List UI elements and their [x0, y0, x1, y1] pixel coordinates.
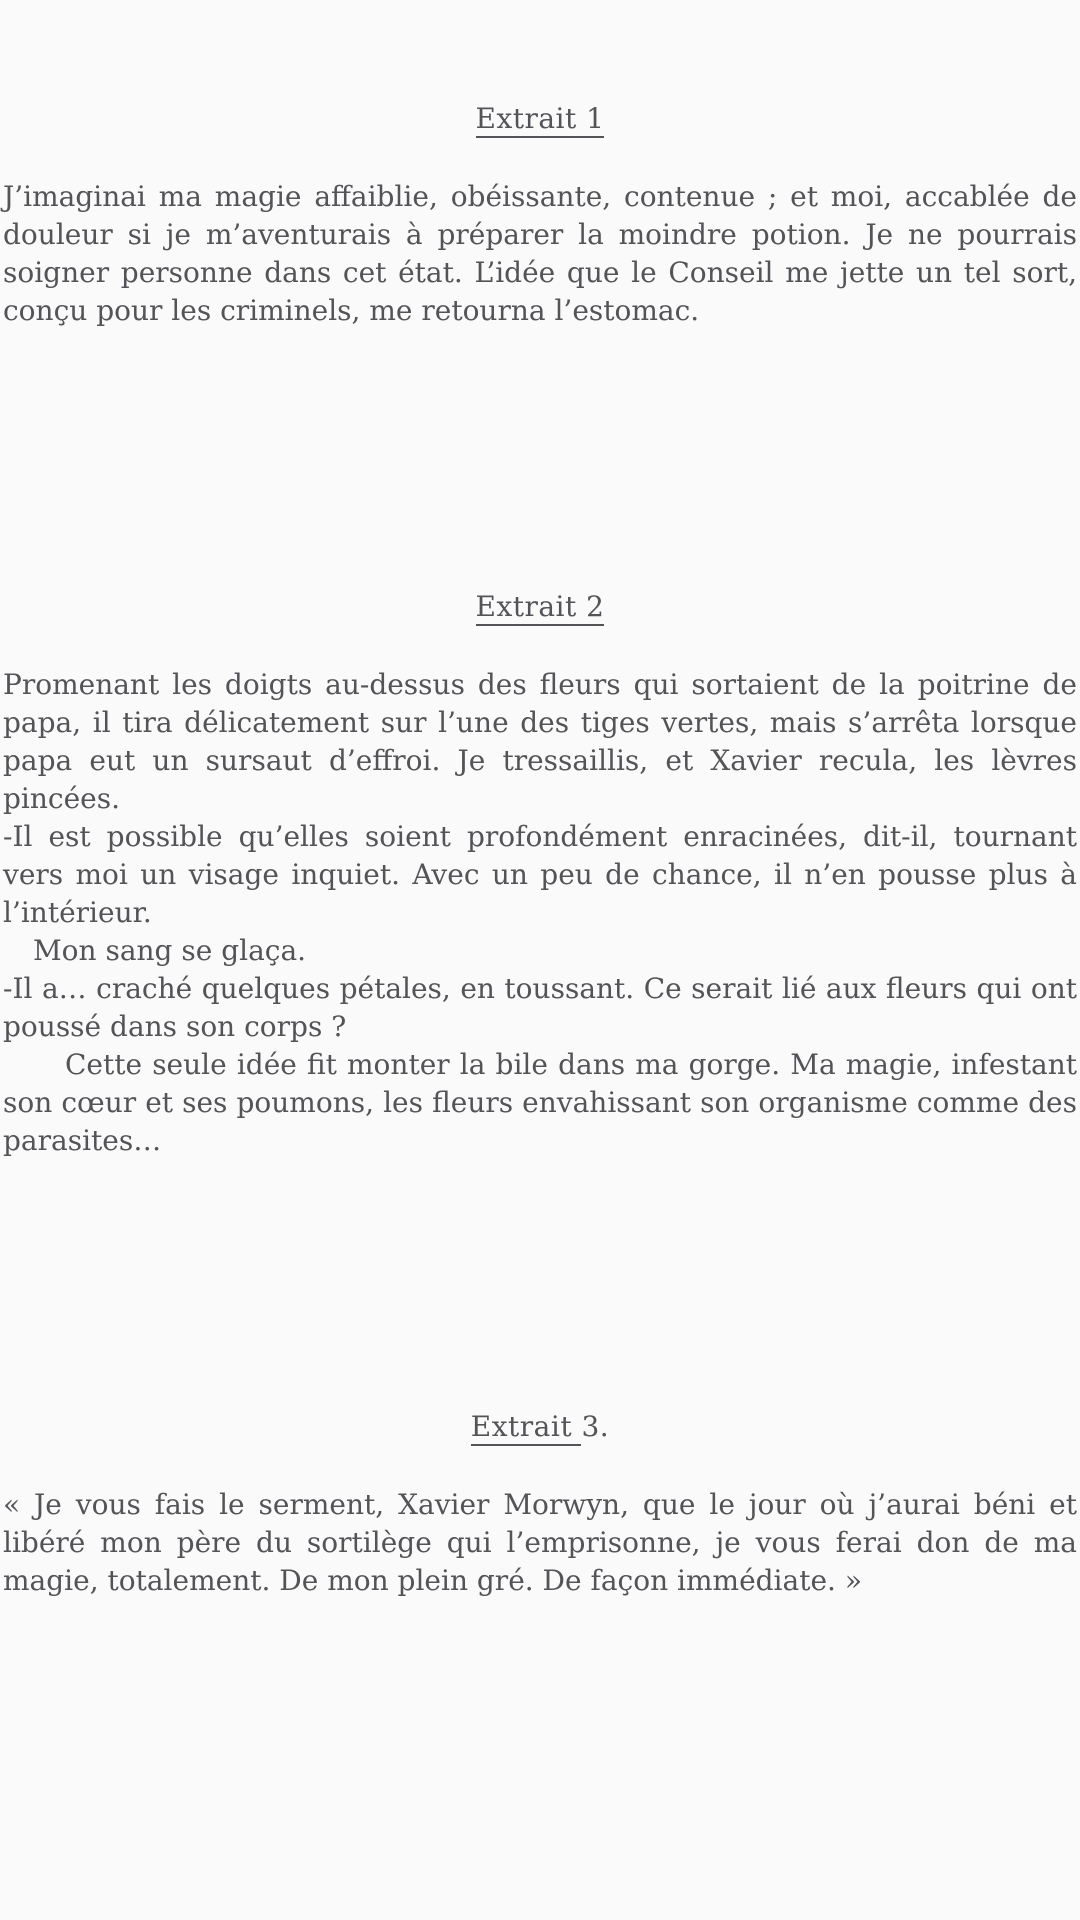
section-title	[3, 1408, 1077, 1446]
section-extrait-1	[3, 100, 1077, 330]
section-title-underlined-text: Extrait 1	[476, 102, 605, 138]
section-extrait-3	[3, 1408, 1077, 1600]
section-title-plain-text: 3.	[581, 1410, 610, 1443]
excerpt-paragraph-quote: « Je vous fais le serment, Xavier Morwyn, que le jour où j’aurai béni et libéré mon père du sortilège qui l’emprisonne, je vous ferai don de ma magie, totalement. De mon plein gré. De façon immédiate. »	[3, 1488, 1077, 1597]
section-extrait-2	[3, 588, 1077, 1160]
excerpt-paragraph-dialogue: -Il est possible qu’elles soient profondément enracinées, dit-il, tournant vers moi un visage inquiet. Avec un peu de chance, il n’en pousse plus à l’intérieur.	[3, 820, 1077, 929]
section-title-underlined-text: Extrait 2	[476, 590, 605, 626]
excerpt-paragraph: Cette seule idée fit monter la bile dans ma gorge. Ma magie, infestant son cœur et ses poumons, les fleurs envahissant son organisme comme des parasites…	[3, 1048, 1077, 1157]
excerpt-paragraph: Promenant les doigts au-dessus des fleurs qui sortaient de la poitrine de papa, il tira délicatement sur l’une des tiges vertes, mais s’arrêta lorsque papa eut un sursaut d’effroi. Je tressaillis, et Xavier recula, les lèvres pincées.	[3, 668, 1077, 815]
excerpt-paragraph: Mon sang se glaça.	[33, 934, 307, 967]
section-title-underlined-text: Extrait	[471, 1410, 582, 1446]
section-title	[3, 100, 1077, 138]
section-title	[3, 588, 1077, 626]
excerpt-paragraph: J’imaginai ma magie affaiblie, obéissante, contenue ; et moi, accablée de douleur si je m’aventurais à préparer la moindre potion. Je ne pourrais soigner personne dans cet état. L’idée que le Conseil me jette un tel sort, conçu pour les criminels, me retourna l’estomac.	[3, 180, 1077, 327]
excerpt-paragraph-dialogue: -Il a… craché quelques pétales, en toussant. Ce serait lié aux fleurs qui ont poussé dans son corps ?	[3, 972, 1077, 1043]
